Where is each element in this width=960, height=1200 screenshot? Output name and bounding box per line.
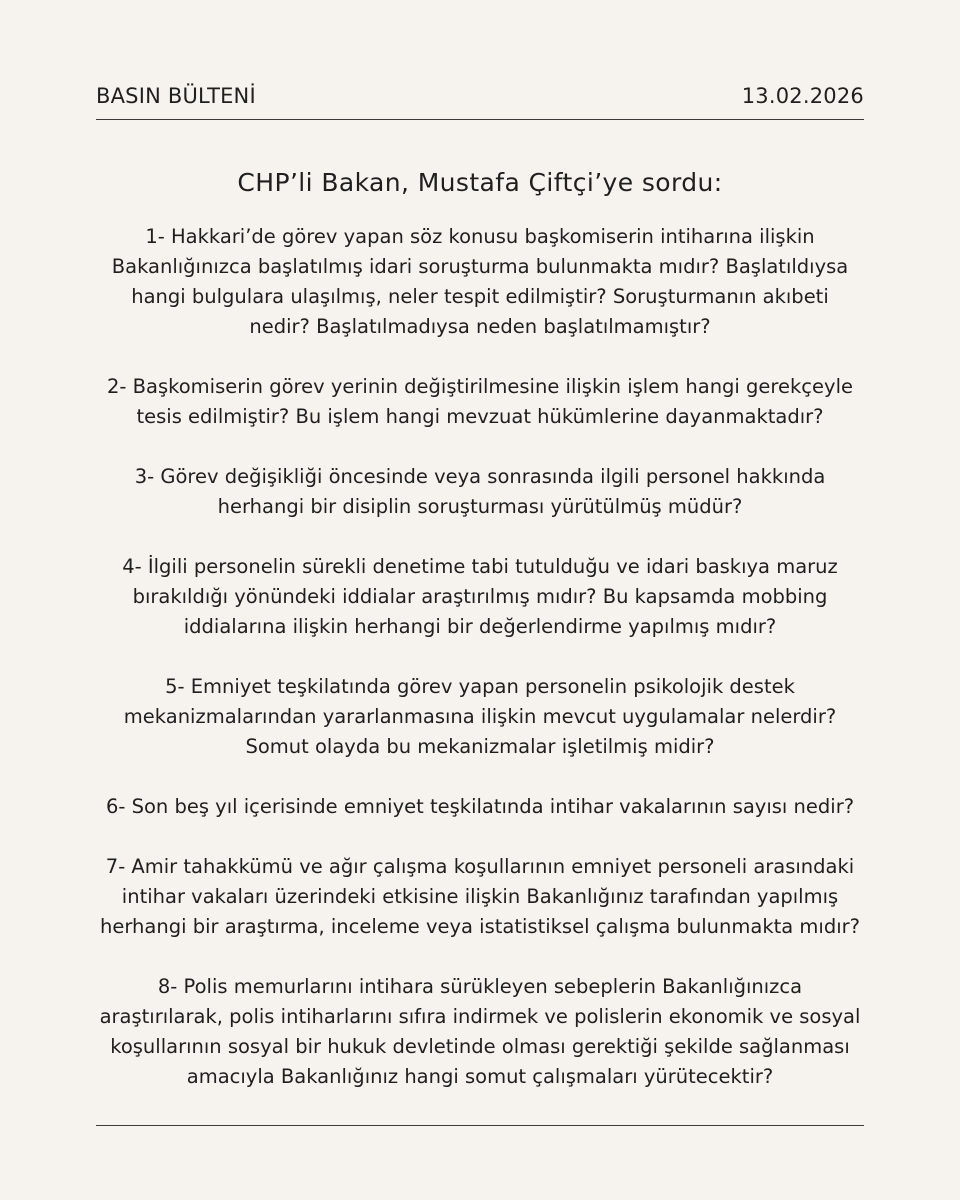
question-line: hangi bulgulara ulaşılmış, neler tespit edilmiştir? Soruşturmanın akıbeti bbox=[131, 285, 829, 308]
document-title: CHP’li Bakan, Mustafa Çiftçi’ye sordu: bbox=[237, 168, 723, 197]
question-6 bbox=[80, 792, 880, 822]
question-line: 8- Polis memurlarını intihara sürükleyen sebeplerin Bakanlığınızca bbox=[157, 975, 803, 998]
question-line: 2- Başkomiserin görev yerinin değiştirilmesine ilişkin işlem hangi gerekçeyle bbox=[107, 375, 853, 398]
question-line: tesis edilmiştir? Bu işlem hangi mevzuat hükümlerine dayanmaktadır? bbox=[136, 405, 824, 428]
question-line: Bakanlığınızca başlatılmış idari soruşturma bulunmakta mıdır? Başlatıldıysa bbox=[111, 255, 849, 278]
question-2 bbox=[80, 372, 880, 432]
document-header bbox=[96, 84, 864, 114]
question-line: herhangi bir disiplin soruşturması yürütülmüş müdür? bbox=[217, 495, 743, 518]
question-8 bbox=[80, 972, 880, 1092]
question-line: nedir? Başlatılmadıysa neden başlatılmamıştır? bbox=[249, 315, 711, 338]
question-7 bbox=[80, 852, 880, 942]
question-line: 1- Hakkari’de görev yapan söz konusu başkomiserin intiharına ilişkin bbox=[145, 225, 815, 248]
question-line: herhangi bir araştırma, inceleme veya istatistiksel çalışma bulunmakta mıdır? bbox=[100, 915, 860, 938]
question-3 bbox=[80, 462, 880, 522]
question-line: 3- Görev değişikliği öncesinde veya sonrasında ilgili personel hakkında bbox=[134, 465, 826, 488]
question-line: intihar vakaları üzerindeki etkisine ilişkin Bakanlığınız tarafından yapılmış bbox=[121, 885, 839, 908]
footer-divider bbox=[96, 1125, 864, 1126]
question-line: mekanizmalarından yararlanmasına ilişkin mevcut uygulamalar nelerdir? bbox=[123, 705, 837, 728]
question-line: 4- İlgili personelin sürekli denetime tabi tutulduğu ve idari baskıya maruz bbox=[122, 555, 838, 578]
question-line: 5- Emniyet teşkilatında görev yapan personelin psikolojik destek bbox=[165, 675, 795, 698]
question-list bbox=[80, 222, 880, 1122]
question-5 bbox=[80, 672, 880, 762]
question-line: Somut olayda bu mekanizmalar işletilmiş midir? bbox=[245, 735, 715, 758]
question-line: koşullarının sosyal bir hukuk devletinde olması gerektiği şekilde sağlanması bbox=[110, 1035, 850, 1058]
question-line: iddialarına ilişkin herhangi bir değerlendirme yapılmış mıdır? bbox=[183, 615, 777, 638]
press-release-label: BASIN BÜLTENİ bbox=[96, 84, 256, 108]
header-divider bbox=[96, 119, 864, 120]
question-line: 6- Son beş yıl içerisinde emniyet teşkilatında intihar vakalarının sayısı nedir? bbox=[105, 795, 855, 818]
question-line: araştırılarak, polis intiharlarını sıfıra indirmek ve polislerin ekonomik ve sosyal bbox=[99, 1005, 861, 1028]
question-1 bbox=[80, 222, 880, 342]
question-line: 7- Amir tahakkümü ve ağır çalışma koşullarının emniyet personeli arasındaki bbox=[105, 855, 855, 878]
question-line: bırakıldığı yönündeki iddialar araştırılmış mıdır? Bu kapsamda mobbing bbox=[132, 585, 828, 608]
question-4 bbox=[80, 552, 880, 642]
question-line: amacıyla Bakanlığınız hangi somut çalışmaları yürütecektir? bbox=[186, 1065, 774, 1088]
release-date: 13.02.2026 bbox=[741, 84, 864, 108]
